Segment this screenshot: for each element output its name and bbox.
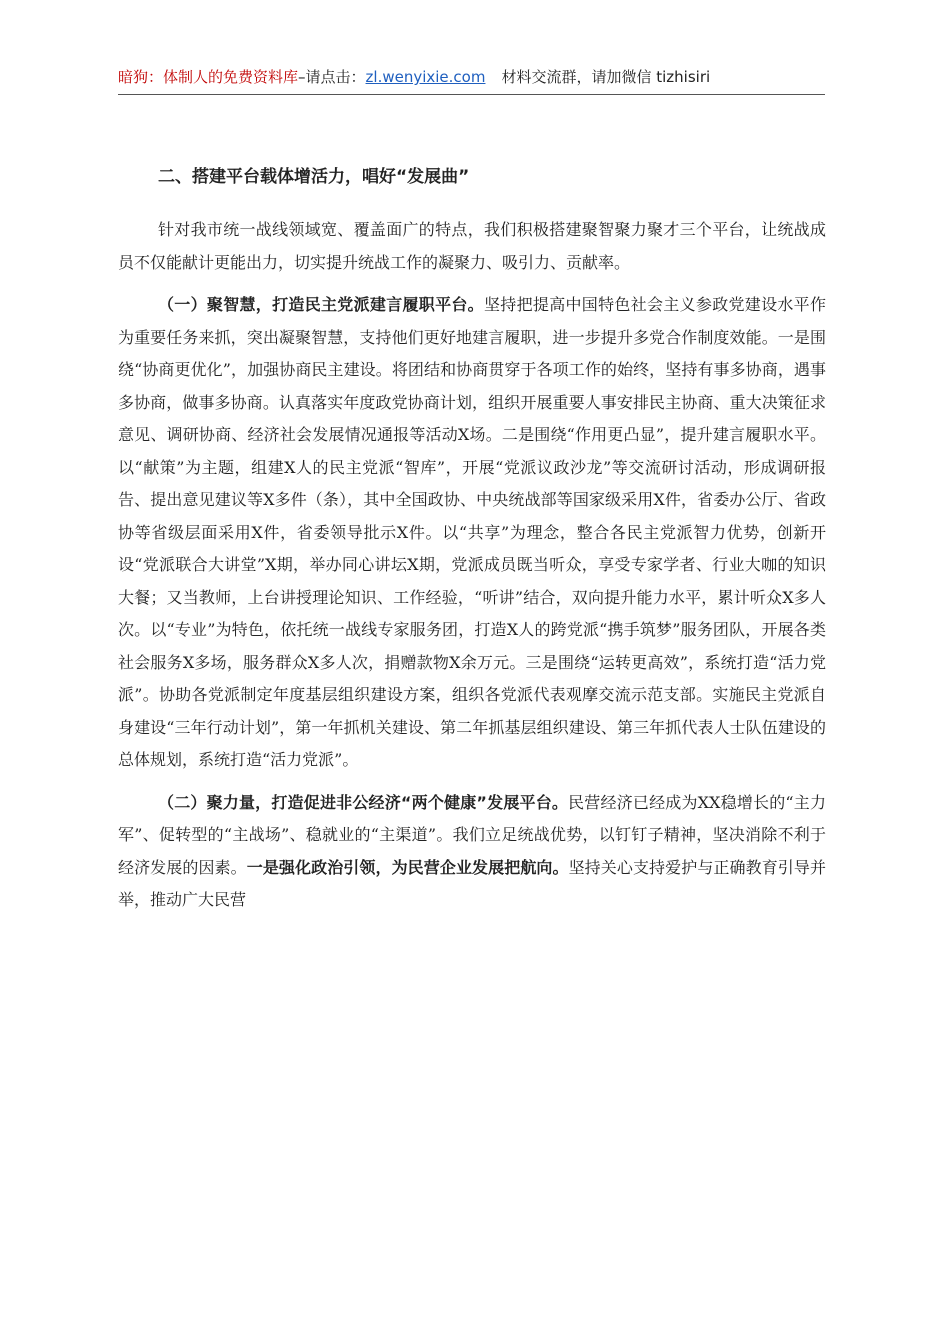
page-header — [118, 66, 825, 95]
subsection-1-paragraph — [118, 289, 826, 777]
intro-paragraph: 针对我市统一战线领域宽、覆盖面广的特点，我们积极搭建聚智聚力聚才三个平台，让统战成员不仅能献计更能出力，切实提升统战工作的凝聚力、吸引力、贡献率。 — [118, 220, 826, 272]
header-link[interactable]: zl.wenyixie.com — [365, 68, 486, 86]
document-body — [118, 160, 826, 927]
subsection-2-point-1: 一是强化政治引领，为民营企业发展把航向。 — [246, 857, 569, 877]
section-heading: 二、搭建平台载体增活力，唱好“发展曲” — [158, 167, 470, 187]
subsection-1-title: （一）聚智慧，打造民主党派建言履职平台。 — [158, 295, 484, 314]
header-site-name: 暗狗：体制人的免费资料库 — [118, 68, 299, 86]
subsection-2-title: （二）聚力量，打造促进非公经济“两个健康”发展平台。 — [158, 792, 569, 812]
header-click-prompt: –请点击： — [298, 68, 366, 86]
header-wechat-note: 材料交流群，请加微信 tizhisiri — [501, 68, 711, 86]
subsection-2-paragraph — [118, 787, 826, 917]
subsection-2-body-cont: 坚持关心支持爱护与正确教育引导并举，推动广大民营 — [118, 857, 826, 909]
subsection-2-body: 民营经济已经成为XX稳增长的“主力军”、促转型的“主战场”、稳就业的“主渠道”。我们立足统战优势，以钉钉子精神，坚决消除不利于经济发展的因素。 — [118, 792, 826, 877]
subsection-1-body: 坚持把提高中国特色社会主义参政党建设水平作为重要任务来抓，突出凝聚智慧，支持他们更好地建言履职，进一步提升多党合作制度效能。一是围绕“协商更优化”，加强协商民主建设。将团结和协商贯穿于各项工作的始终，坚持有事多协商，遇事多协商，做事多协商。认真落实年度政党协商计划，组织开展重要人事安排民主协商、重大决策征求意见、调研协商、经济社会发展情况通报等活动X场。二是围绕“作用更凸显”，提升建言履职水平。以“献策”为主题，组建X人的民主党派“智库”，开展“党派议政沙龙”等交流研讨活动，形成调研报告、提出意见建议等X多件（条），其中全国政协、中央统战部等国家级采用X件，省委办公厅、省政协等省级层面采用X件，省委领导批示X件。以“共享”为理念，整合各民主党派智力优势，创新开设“党派联合大讲堂”X期，举办同心讲坛X期，党派成员既当听众，享受专家学者、行业大咖的知识大餐；又当教师，上台讲授理论知识、工作经验，“听讲”结合，双向提升能力水平，累计听众X多人次。以“专业”为特色，依托统一战线专家服务团，打造X人的跨党派“携手筑梦”服务团队，开展各类社会服务X多场，服务群众X多人次，捐赠款物X余万元。三是围绕“运转更高效”，系统打造“活力党派”。协助各党派制定年度基层组织建设方案，组织各党派代表观摩交流示范支部。实施民主党派自身建设“三年行动计划”，第一年抓机关建设、第二年抓基层组织建设、第三年抓代表人士队伍建设的总体规划，系统打造“活力党派”。 — [118, 295, 826, 769]
